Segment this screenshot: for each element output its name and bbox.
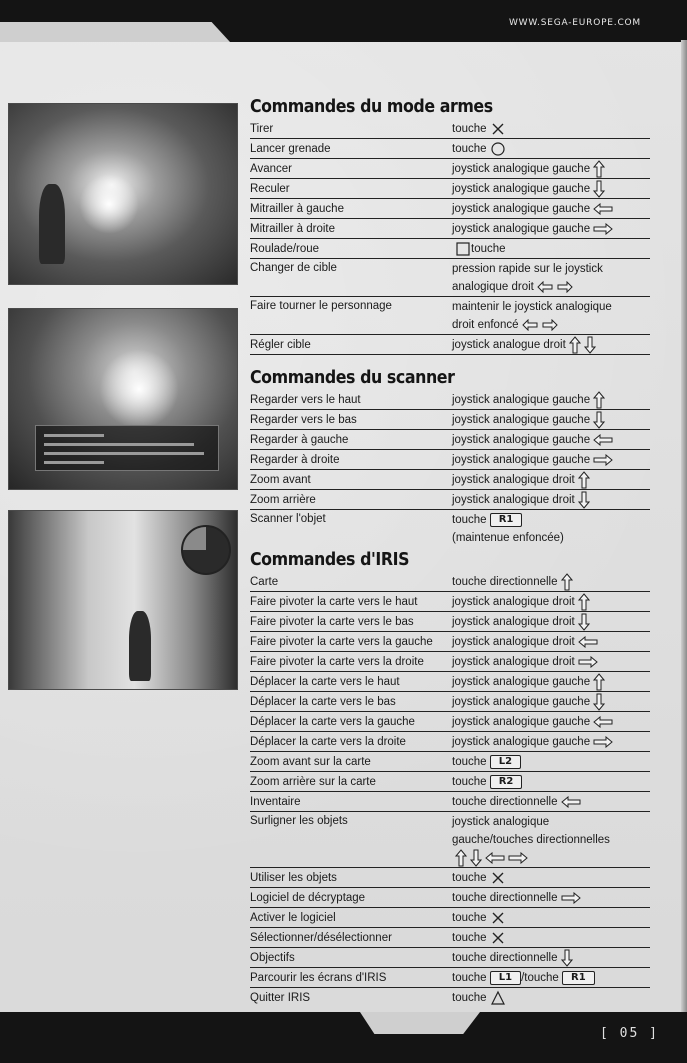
cross-icon [490, 121, 506, 137]
control-description [452, 772, 650, 791]
circle-icon [490, 141, 506, 157]
scanner-info-box [35, 425, 219, 471]
control-description [452, 410, 650, 429]
arrow-left-icon [485, 852, 505, 864]
action-label: Parcourir les écrans d'IRIS [250, 972, 387, 985]
arrow-down-icon [593, 180, 605, 198]
action-label: Sélectionner/désélectionner [250, 932, 392, 945]
arrow-down-icon [584, 336, 596, 354]
control-row [250, 888, 650, 908]
screenshot-weapon-mode [8, 103, 238, 285]
arrow-up-icon [561, 573, 573, 591]
action-label: Faire tourner le personnage [250, 300, 392, 313]
l2-button-icon: L2 [490, 755, 521, 769]
control-line [452, 869, 650, 887]
control-line [452, 793, 650, 811]
control-row [250, 430, 650, 450]
triangle-icon [490, 990, 506, 1006]
action-label: Regarder à droite [250, 454, 340, 467]
action-label: Déplacer la carte vers le haut [250, 676, 400, 689]
control-description [452, 732, 650, 751]
action-label: Avancer [250, 163, 292, 175]
r1-button-icon: R1 [562, 971, 595, 985]
arrow-up-icon [578, 593, 590, 611]
control-row [250, 592, 650, 612]
control-line [452, 713, 650, 731]
control-line [452, 431, 650, 449]
control-text: joystick analogique gauche [452, 736, 591, 749]
arrow-left-icon [593, 434, 613, 446]
control-text: touche [452, 514, 487, 527]
control-row [250, 928, 650, 948]
arrow-right-icon [508, 852, 528, 864]
controls-section [250, 367, 650, 547]
control-text: joystick analogique droit [452, 596, 575, 609]
control-description [452, 612, 650, 631]
action-label: Utiliser les objets [250, 872, 337, 885]
control-line [452, 673, 650, 691]
control-description [452, 812, 650, 867]
action-label: Faire pivoter la carte vers le haut [250, 596, 418, 609]
control-row [250, 199, 650, 219]
arrow-right-icon [593, 223, 613, 235]
control-line [452, 693, 650, 711]
action-label: Mitrailler à gauche [250, 203, 344, 216]
control-description [452, 510, 650, 547]
action-label: Changer de cible [250, 262, 337, 275]
control-text: joystick analogique gauche [452, 434, 591, 447]
scan-glow [99, 349, 179, 429]
arrow-left-icon [561, 796, 581, 808]
control-text: joystick analogique droit [452, 494, 575, 507]
control-line [452, 391, 650, 409]
control-description [452, 948, 650, 967]
control-line [452, 411, 650, 429]
control-text: touche [452, 912, 487, 925]
control-line [452, 511, 650, 529]
cross-icon [490, 930, 506, 946]
control-text: joystick analogique gauche [452, 414, 591, 427]
control-line [452, 336, 650, 354]
control-row [250, 510, 650, 547]
control-description [452, 470, 650, 489]
control-line [452, 813, 650, 831]
control-line [452, 160, 650, 178]
arrow-down-icon [593, 411, 605, 429]
control-description [452, 672, 650, 691]
control-row [250, 988, 650, 1007]
control-row [250, 868, 650, 888]
control-row [250, 692, 650, 712]
control-line [452, 471, 650, 489]
control-line [452, 316, 650, 334]
control-description [452, 179, 650, 198]
control-line [452, 573, 650, 591]
control-text: joystick analogique gauche [452, 716, 591, 729]
header-accent [0, 22, 230, 42]
controls-section [250, 96, 650, 355]
control-line [452, 773, 650, 791]
control-row [250, 772, 650, 792]
control-row [250, 470, 650, 490]
control-line [452, 298, 650, 316]
control-description [452, 297, 650, 334]
control-description [452, 908, 650, 927]
control-line [452, 613, 650, 631]
action-label: Activer le logiciel [250, 912, 336, 925]
action-label: Surligner les objets [250, 815, 348, 828]
control-text: joystick analogique droit [452, 616, 575, 629]
control-text: touche directionnelle [452, 796, 558, 809]
control-text: joystick analogique gauche [452, 696, 591, 709]
control-line [452, 180, 650, 198]
action-label: Mitrailler à droite [250, 223, 335, 236]
arrow-right-icon [578, 656, 598, 668]
control-description [452, 592, 650, 611]
section-title: Commandes d'IRIS [250, 549, 410, 571]
action-label: Zoom arrière sur la carte [250, 776, 376, 789]
l1-button-icon: L1 [490, 971, 521, 985]
control-line [452, 220, 650, 238]
control-line [452, 909, 650, 927]
control-text: touche [452, 972, 487, 985]
footer-accent [360, 1012, 480, 1034]
control-description [452, 652, 650, 671]
control-text: joystick analogique gauche [452, 183, 591, 196]
control-description [452, 868, 650, 887]
control-row [250, 732, 650, 752]
control-description [452, 430, 650, 449]
arrow-left-icon [578, 636, 598, 648]
control-line [452, 529, 650, 547]
control-row [250, 119, 650, 139]
control-row [250, 968, 650, 988]
control-row [250, 572, 650, 592]
arrow-up-icon [455, 849, 467, 867]
control-text: touche [452, 756, 487, 769]
action-label: Faire pivoter la carte vers le bas [250, 616, 414, 629]
cross-icon [490, 870, 506, 886]
control-description [452, 119, 650, 138]
control-row [250, 812, 650, 868]
arrow-right-icon [561, 892, 581, 904]
control-description [452, 792, 650, 811]
control-text: touche [452, 143, 487, 155]
action-label: Zoom arrière [250, 494, 316, 507]
control-description [452, 335, 650, 354]
control-description [452, 159, 650, 178]
action-label: Lancer grenade [250, 143, 331, 155]
control-line [452, 653, 650, 671]
control-description [452, 712, 650, 731]
arrow-left-icon [593, 203, 613, 215]
control-row [250, 390, 650, 410]
arrow-down-icon [578, 613, 590, 631]
control-row [250, 179, 650, 199]
control-row [250, 490, 650, 510]
control-row [250, 948, 650, 968]
page-spine [681, 40, 687, 1015]
action-label: Inventaire [250, 796, 301, 809]
control-text: touche directionnelle [452, 892, 558, 905]
control-text: touche [452, 992, 487, 1005]
control-text: joystick analogique gauche [452, 394, 591, 407]
arrow-up-icon [593, 673, 605, 691]
action-label: Roulade/roue [250, 243, 320, 256]
control-row [250, 139, 650, 159]
control-line [452, 451, 650, 469]
control-line [452, 969, 650, 987]
control-description [452, 259, 650, 296]
control-line [452, 200, 650, 218]
control-text: touche [471, 243, 506, 256]
control-line [452, 240, 650, 258]
control-text: touche directionnelle [452, 952, 558, 965]
action-label: Faire pivoter la carte vers la gauche [250, 636, 433, 649]
arrow-right-icon [593, 454, 613, 466]
control-line [452, 929, 650, 947]
cross-icon [490, 910, 506, 926]
section-title: Commandes du scanner [250, 367, 455, 389]
control-line [452, 491, 650, 509]
control-description [452, 239, 650, 258]
r2-button-icon: R2 [490, 775, 523, 789]
action-label: Objectifs [250, 952, 295, 965]
action-label: Tirer [250, 123, 274, 135]
section-title: Commandes du mode armes [250, 96, 493, 117]
control-text: joystick analogue droit [452, 339, 566, 352]
control-row [250, 335, 650, 355]
action-label: Regarder vers le bas [250, 414, 357, 427]
action-label: Zoom avant sur la carte [250, 756, 371, 769]
control-line [452, 260, 650, 278]
control-line [452, 120, 650, 138]
control-row [250, 239, 650, 259]
control-text: joystick analogique droit [452, 474, 575, 487]
arrow-up-icon [569, 336, 581, 354]
control-text: analogique droit [452, 281, 534, 294]
control-line [452, 949, 650, 967]
control-text: joystick analogique gauche [452, 203, 591, 216]
action-label: Déplacer la carte vers la gauche [250, 716, 415, 729]
control-line [452, 733, 650, 751]
control-row [250, 908, 650, 928]
action-label: Logiciel de décryptage [250, 892, 366, 905]
arrow-up-icon [578, 471, 590, 489]
action-label: Reculer [250, 183, 290, 196]
control-row [250, 219, 650, 239]
control-row [250, 297, 650, 335]
arrow-right-icon [593, 736, 613, 748]
control-text: maintenir le joystick analogique [452, 301, 612, 314]
header-url: WWW.SEGA-EUROPE.COM [508, 18, 641, 28]
control-line [452, 849, 650, 867]
control-line [452, 278, 650, 296]
control-text: touche directionnelle [452, 576, 558, 589]
arrow-down-icon [561, 949, 573, 967]
control-text: joystick analogique [452, 816, 550, 829]
controls-section [250, 549, 650, 1007]
action-label: Zoom avant [250, 474, 311, 487]
control-text: (maintenue enfoncée) [452, 532, 564, 545]
control-line [452, 593, 650, 611]
control-row [250, 652, 650, 672]
control-text: pression rapide sur le joystick [452, 263, 603, 276]
control-description [452, 928, 650, 947]
arrow-up-icon [593, 391, 605, 409]
action-label: Quitter IRIS [250, 992, 311, 1005]
control-text: joystick analogique gauche [452, 223, 591, 236]
screenshot-scanner [8, 308, 238, 490]
radar-icon [181, 525, 231, 575]
arrow-down-icon [470, 849, 482, 867]
control-description [452, 139, 650, 158]
control-row [250, 712, 650, 732]
arrow-left-icon [593, 716, 613, 728]
control-text: joystick analogique gauche [452, 454, 591, 467]
control-description [452, 199, 650, 218]
control-row [250, 672, 650, 692]
page-number: [ 05 ] [600, 1026, 659, 1041]
control-description [452, 752, 650, 771]
action-label: Regarder vers le haut [250, 394, 361, 407]
control-row [250, 792, 650, 812]
action-label: Carte [250, 576, 279, 589]
control-row [250, 612, 650, 632]
control-text: joystick analogique gauche [452, 163, 591, 176]
control-line [452, 753, 650, 771]
arrow-up-icon [593, 160, 605, 178]
control-text: droit enfoncé [452, 319, 519, 332]
control-row [250, 410, 650, 430]
control-row [250, 752, 650, 772]
footer-band [0, 1012, 687, 1063]
action-label: Regarder à gauche [250, 434, 349, 447]
action-label: Régler cible [250, 339, 311, 352]
control-text: /touche [521, 972, 559, 985]
control-line [452, 831, 650, 849]
control-description [452, 692, 650, 711]
control-description [452, 450, 650, 469]
arrow-down-icon [578, 491, 590, 509]
control-description [452, 490, 650, 509]
control-line [452, 989, 650, 1007]
control-description [452, 888, 650, 907]
control-description [452, 572, 650, 591]
control-description [452, 390, 650, 409]
arrow-left-right-icon [537, 281, 573, 293]
control-row [250, 450, 650, 470]
control-description [452, 988, 650, 1007]
action-label: Déplacer la carte vers la droite [250, 736, 406, 749]
controls-content [250, 96, 650, 1007]
control-line [452, 633, 650, 651]
action-label: Faire pivoter la carte vers la droite [250, 656, 424, 669]
muzzle-flash [79, 174, 139, 234]
control-text: touche [452, 932, 487, 945]
control-description [452, 632, 650, 651]
control-text: touche [452, 123, 487, 135]
control-text: joystick analogique droit [452, 656, 575, 669]
character-figure [39, 184, 65, 264]
control-description [452, 968, 650, 987]
control-line [452, 889, 650, 907]
arrow-left-right-icon [522, 319, 558, 331]
control-description [452, 219, 650, 238]
control-row [250, 632, 650, 652]
control-text: joystick analogique droit [452, 636, 575, 649]
arrow-down-icon [593, 693, 605, 711]
control-line [452, 140, 650, 158]
action-label: Scanner l'objet [250, 513, 326, 526]
square-icon [455, 241, 471, 257]
screenshot-iris [8, 510, 238, 690]
character-figure [129, 611, 151, 681]
action-label: Déplacer la carte vers le bas [250, 696, 396, 709]
control-text: gauche/touches directionnelles [452, 834, 610, 847]
control-row [250, 259, 650, 297]
control-text: joystick analogique gauche [452, 676, 591, 689]
control-row [250, 159, 650, 179]
r1-button-icon: R1 [490, 513, 523, 527]
control-text: touche [452, 872, 487, 885]
control-text: touche [452, 776, 487, 789]
